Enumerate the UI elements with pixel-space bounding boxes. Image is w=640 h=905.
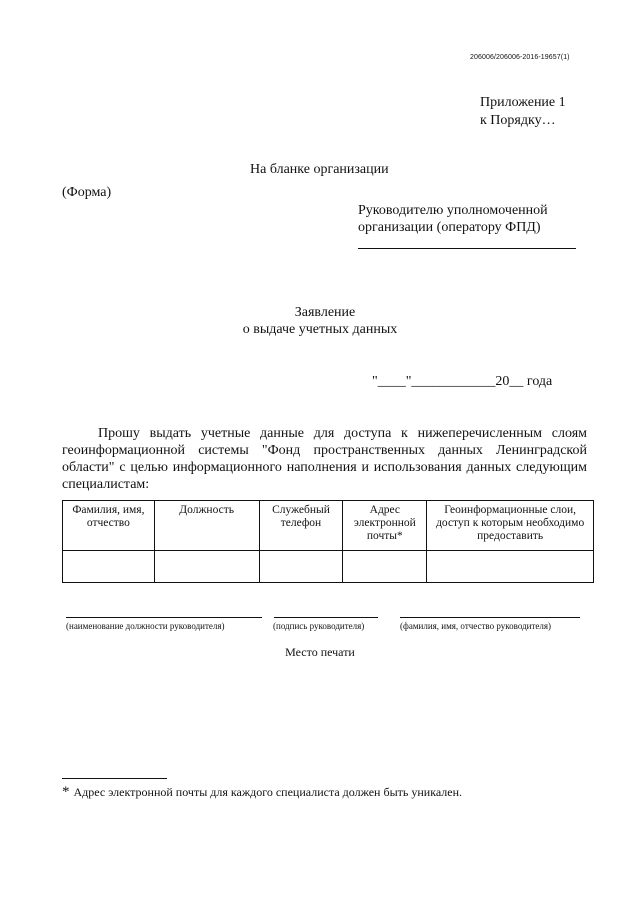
footnote-marker: * bbox=[62, 784, 70, 800]
name-signature-line bbox=[400, 617, 580, 618]
table-row bbox=[63, 551, 594, 583]
addressee-block bbox=[358, 202, 548, 236]
column-header-name: Фамилия, имя, отчество bbox=[63, 501, 155, 551]
addressee-line-1: Руководителю уполномоченной bbox=[358, 203, 548, 218]
title-line-2: о выдаче учетных данных bbox=[242, 322, 398, 337]
table-cell-layers[interactable] bbox=[427, 551, 594, 583]
table-cell-position[interactable] bbox=[154, 551, 259, 583]
table-header-row bbox=[63, 501, 594, 551]
annex-reference bbox=[480, 94, 566, 130]
addressee-fill-line bbox=[358, 248, 576, 249]
position-signature-line bbox=[66, 617, 262, 618]
date-field: "____"____________20__ года bbox=[372, 374, 553, 389]
position-caption: (наименование должности руководителя) bbox=[66, 621, 225, 631]
seal-place: Место печати bbox=[285, 645, 355, 659]
signature-caption: (подпись руководителя) bbox=[273, 621, 365, 631]
table-cell-email[interactable] bbox=[343, 551, 427, 583]
request-paragraph: Прошу выдать учетные данные для доступа к нижеперечисленным слоям геоинформационной системы "Фонд пространственных данных Ленинградской области" с целью информационного наполнения и использования данных следующим специалистам: bbox=[62, 426, 587, 492]
footnote-separator bbox=[62, 778, 167, 779]
document-title bbox=[0, 304, 640, 338]
column-header-position: Должность bbox=[154, 501, 259, 551]
addressee-line-2: организации (оператору ФПД) bbox=[358, 220, 541, 235]
table-cell-phone[interactable] bbox=[259, 551, 343, 583]
form-label: (Форма) bbox=[62, 185, 112, 200]
footnote bbox=[62, 784, 462, 801]
column-header-phone: Служебный телефон bbox=[259, 501, 343, 551]
document-id: 206006/206006-2016-19657(1) bbox=[470, 54, 570, 61]
annex-line-1: Приложение 1 bbox=[480, 95, 566, 110]
column-header-email: Адрес электронной почты* bbox=[343, 501, 427, 551]
specialists-table bbox=[62, 500, 594, 583]
column-header-layers: Геоинформационные слои, доступ к которым необходимо предоставить bbox=[427, 501, 594, 551]
name-caption: (фамилия, имя, отчество руководителя) bbox=[400, 621, 552, 631]
footnote-text: Адрес электронной почты для каждого специалиста должен быть уникален. bbox=[73, 785, 463, 799]
title-line-1: Заявление bbox=[294, 305, 356, 320]
letterhead-note: На бланке организации bbox=[250, 162, 389, 177]
annex-line-2: к Порядку… bbox=[480, 113, 556, 128]
table-cell-name[interactable] bbox=[63, 551, 155, 583]
signature-line bbox=[274, 617, 378, 618]
